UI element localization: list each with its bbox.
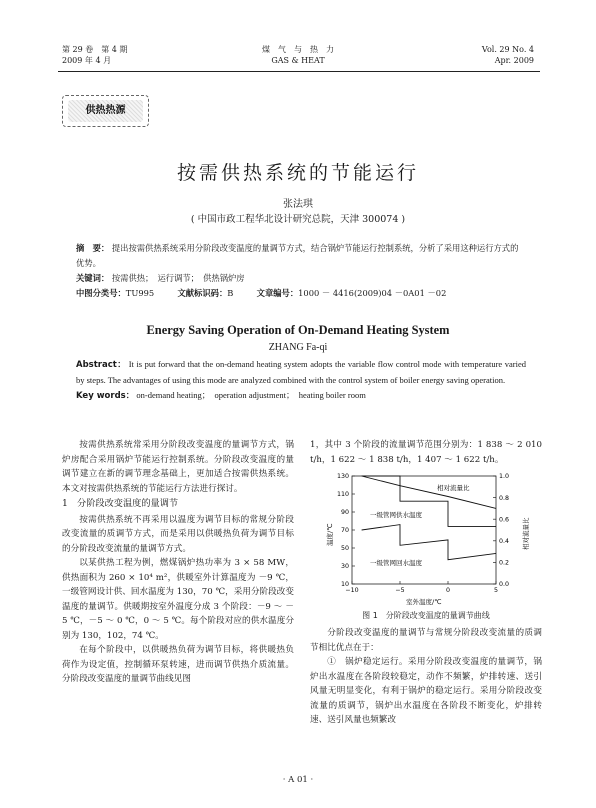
abstract-cn-label: 摘 要： [76, 243, 110, 253]
abstract-en-body [76, 357, 526, 388]
abstract-cn-text: 提出按需供热系统采用分阶段改变温度的量调节方式，结合锅炉节能运行控制系统，分析了采用这种运行方式的优势。 [76, 243, 519, 268]
header-volume-en-text: Vol. 29 No. 4 [481, 45, 534, 54]
affiliation-cn: ( 中国市政工程华北设计研究总院，天津 300074 ) [190, 214, 406, 225]
article-no-label: 文章编号： [256, 288, 299, 298]
section-heading-1: 1 分阶段改变温度的量调节 [62, 498, 179, 509]
keywords-en-text: on-demand heating； operation adjustment； heating boiler room [136, 390, 366, 401]
y-right-tick-label: 0.4 [499, 538, 510, 545]
abstract-en-text: It is put forward that the on-demand heating system adopts the variable flow control mode with temperature varied by steps. The advantages of using this mode are analyzed combined with the control system of boiler energy saving operation. [76, 359, 526, 386]
y-left-tick-label: 50 [340, 545, 349, 553]
journal-name-cn: 煤 气 与 热 力 [262, 45, 334, 54]
body-paragraph: 按需供热系统不再采用以温度为调节目标的常规分阶段改变流量的质调节方式，而是采用以供暖热负荷为调节目标的分阶段改变流量的量调节方式。 [62, 514, 294, 554]
classification-line [76, 286, 526, 301]
body-paragraph: 在每个阶段中，以供暖热负荷为调节目标，将供暖热负荷作为设定值，控制循环泵转速，进而调节供热介质流量。分阶段改变温度的量调节曲线见图 [62, 645, 294, 684]
y-left-tick-label: 130 [336, 473, 349, 481]
clc-value: TU995 [125, 288, 155, 298]
header-volume-text: 第 29 卷 第 4 期 [62, 45, 128, 54]
author-en: ZHANG Fa-qi [268, 342, 328, 353]
header-volume-en [482, 44, 534, 66]
page-number: · A 01 · [282, 775, 314, 785]
x-tick-label: 0 [445, 587, 451, 594]
header-rule [58, 71, 540, 72]
x-tick-label: 5 [493, 587, 499, 594]
abstract-cn [76, 241, 526, 301]
y-left-tick-label: 30 [340, 563, 349, 571]
abstract-en [76, 357, 526, 405]
y-right-tick-label: 0.8 [499, 494, 510, 502]
keywords-en-label: Key words： [76, 391, 135, 402]
header-date-text: 2009 年 4 月 [62, 56, 112, 65]
body-left-column [62, 438, 294, 687]
y-right-tick-label: 1.0 [499, 473, 510, 481]
annotation-supply-temp: 一级管网供水温度 [370, 511, 422, 519]
y-left-tick-label: 110 [336, 491, 349, 499]
y-right-tick-label: 0.0 [499, 581, 510, 589]
keywords-en [76, 388, 526, 404]
clc-label: 中图分类号： [76, 288, 126, 298]
body-paragraph: 按需供热系统常采用分阶段改变温度的量调节方式，锅炉房配合采用锅炉节能运行控制系统。分阶段改变温度的量调节建立在新的调节理念基础上，更加适合按需供热系统。本文对按需供热系统的节能运行方法进行探讨。 [62, 440, 294, 494]
body-right-column-bottom [310, 626, 542, 728]
body-paragraph: ① 锅炉稳定运行。采用分阶段改变温度的量调节，锅炉出水温度在各阶段较稳定，动作不频繁，炉排转速、送引风量无明显变化，有利于锅炉的稳定运行。采用分阶段改变流量的质调节，锅炉出水温度在各阶段不断变化，炉排转速、送引风量也频繁改 [310, 657, 542, 725]
section-badge-label: 供热热源 [68, 100, 143, 122]
keywords-cn-label: 关键词： [76, 273, 110, 283]
body-paragraph: 分阶段改变温度的量调节与常规分阶段改变流量的质调节相比优点在于： [310, 628, 542, 653]
x-axis-label: 室外温度/℃ [406, 598, 442, 606]
y-left-tick-label: 70 [340, 527, 349, 535]
y-right-tick-label: 0.6 [499, 516, 510, 524]
y-left-tick-label: 10 [340, 581, 349, 589]
series-flow-ratio-line [362, 476, 496, 508]
article-title-en: Energy Saving Operation of On-Demand Heating System [146, 323, 450, 337]
y-left-tick-label: 90 [340, 509, 349, 517]
body-right-column-top [310, 438, 542, 467]
keywords-cn-text: 按需供热； 运行调节； 供热锅炉房 [111, 273, 245, 283]
plot-frame [352, 476, 496, 584]
annotation-flow-ratio: 相对流量比 [437, 484, 470, 492]
y-axis-label-right: 相对流量比 [522, 517, 530, 550]
doc-code-value: B [227, 288, 234, 298]
doc-code-label: 文献标识码： [177, 288, 228, 298]
x-tick-label: −5 [395, 587, 405, 594]
article-no-value: 1000 － 4416(2009)04 －0A01 －02 [298, 288, 447, 298]
author-cn: 张法琪 [283, 199, 313, 210]
abstract-en-label: Abstract： [76, 360, 127, 370]
annotation-return-temp: 一级管网回水温度 [370, 559, 422, 567]
series-return-temp-line [362, 525, 496, 560]
y-right-tick-label: 0.2 [499, 559, 510, 567]
figure-1-chart [312, 468, 540, 608]
journal-name-en: GAS & HEAT [271, 56, 325, 65]
y-axis-label-left: 温度/℃ [326, 523, 334, 546]
figure-caption: 图 1 分阶段改变温度的量调节曲线 [362, 611, 490, 620]
section-badge [62, 95, 149, 127]
article-title-cn: 按需供热系统的节能运行 [176, 162, 419, 184]
body-paragraph: 以某供热工程为例，燃煤锅炉热功率为 3 × 58 MW，供热面积为 260 × 10⁴ m²，供暖室外计算温度为 －9 ℃，一级管网设计供、回水温度为 130，70 ℃，采用分阶段改变温度的量调节。供暖期按室外温度分成 3 个阶段：－9 ～ －5 ℃，－5 ～ 0 ℃，0 ～ 5 ℃。每个阶段对应的供水温度分别为 130，102，74 ℃。 [62, 558, 294, 641]
x-tick-label: −10 [345, 587, 359, 594]
keywords-cn [76, 271, 526, 286]
body-paragraph: 1，其中 3 个阶段的流量调节范围分别为：1 838 ～ 2 010 t/h，1 622 ～ 1 838 t/h，1 407 ～ 1 622 t/h。 [310, 440, 542, 465]
header-date-en-text: Apr. 2009 [494, 56, 534, 65]
abstract-cn-body [76, 241, 526, 271]
